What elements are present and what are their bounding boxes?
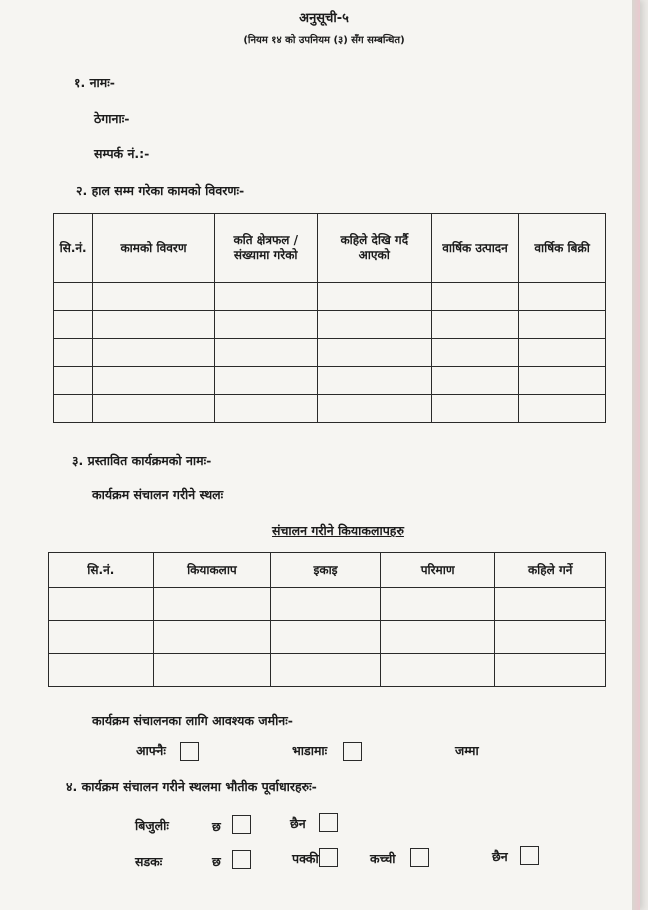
table-cell[interactable]: [214, 339, 317, 367]
table-cell[interactable]: [271, 588, 381, 621]
table-cell[interactable]: [54, 395, 93, 423]
table-cell[interactable]: [431, 339, 518, 367]
table-row: [54, 311, 606, 339]
table-cell[interactable]: [93, 311, 215, 339]
page-subtitle: (नियम १४ को उपनियम (३) सँग सम्बन्धित): [243, 35, 405, 46]
road-yes-label: छ: [212, 854, 221, 869]
electricity-yes-checkbox[interactable]: [232, 815, 251, 834]
land-required-label: कार्यक्रम संचालनका लागि आवश्यक जमीनः-: [92, 713, 293, 728]
col-header-work-description: कामको विवरण: [93, 214, 215, 283]
table-row: [49, 621, 606, 654]
table-cell[interactable]: [519, 283, 606, 311]
total-land-label: जम्मा: [455, 743, 479, 758]
table-cell[interactable]: [93, 367, 215, 395]
table-cell[interactable]: [49, 654, 154, 687]
program-location-label: कार्यक्रम संचालन गरीने स्थलः: [92, 487, 224, 502]
proposed-program-heading: ३. प्रस्तावित कार्यक्रमको नामः-: [72, 453, 212, 468]
table-cell[interactable]: [317, 395, 431, 423]
table-cell[interactable]: [54, 283, 93, 311]
table-row: [54, 395, 606, 423]
table-cell[interactable]: [49, 621, 154, 654]
table-cell[interactable]: [431, 395, 518, 423]
table-cell[interactable]: [93, 283, 215, 311]
table-cell[interactable]: [380, 588, 495, 621]
page-edge: [632, 0, 640, 910]
road-yes-checkbox[interactable]: [232, 850, 251, 869]
table-header-row: [49, 553, 606, 588]
address-label: ठेगानाः-: [94, 111, 130, 126]
table-cell[interactable]: [153, 654, 271, 687]
electricity-no-label: छैन: [290, 816, 306, 831]
col-header-serial: सि.नं.: [54, 214, 93, 283]
work-history-heading: २. हाल सम्म गरेका कामको विवरणः-: [76, 183, 245, 198]
table-cell[interactable]: [93, 395, 215, 423]
rented-land-checkbox[interactable]: [343, 742, 362, 761]
table-cell[interactable]: [214, 283, 317, 311]
table-cell[interactable]: [93, 339, 215, 367]
table-cell[interactable]: [214, 367, 317, 395]
road-paved-label: पक्की: [292, 851, 319, 866]
table-cell[interactable]: [317, 367, 431, 395]
table-cell[interactable]: [519, 311, 606, 339]
name-label: १. नामः-: [74, 75, 115, 90]
electricity-label: बिजुलीः: [135, 818, 169, 833]
road-label: सडकः: [135, 854, 163, 869]
table-cell[interactable]: [214, 395, 317, 423]
table-cell[interactable]: [317, 311, 431, 339]
table-cell[interactable]: [519, 395, 606, 423]
table-cell[interactable]: [153, 588, 271, 621]
col-header-unit: इकाइ: [271, 553, 381, 588]
table-cell[interactable]: [153, 621, 271, 654]
table-cell[interactable]: [54, 367, 93, 395]
activities-title: संचालन गरीने कियाकलापहरु: [272, 523, 404, 538]
table-cell[interactable]: [49, 588, 154, 621]
table-header-row: [54, 214, 606, 283]
table-cell[interactable]: [214, 311, 317, 339]
table-cell[interactable]: [495, 588, 606, 621]
contact-label: सम्पर्क नं.:-: [94, 146, 150, 161]
table-cell[interactable]: [519, 367, 606, 395]
table-cell[interactable]: [495, 654, 606, 687]
table-row: [49, 588, 606, 621]
col-header-annual-sales: वार्षिक बिक्री: [519, 214, 606, 283]
table-cell[interactable]: [431, 311, 518, 339]
table-row: [54, 283, 606, 311]
infrastructure-heading: ४. कार्यक्रम संचालन गरीने स्थलमा भौतीक पूर्वाधारहरुः-: [66, 779, 317, 794]
table-cell[interactable]: [495, 621, 606, 654]
road-no-checkbox[interactable]: [520, 846, 539, 865]
col-header-when: कहिले गर्ने: [495, 553, 606, 588]
table-cell[interactable]: [54, 311, 93, 339]
col-header-quantity: परिमाण: [380, 553, 495, 588]
table-cell[interactable]: [431, 283, 518, 311]
table-cell[interactable]: [380, 621, 495, 654]
work-history-table: [53, 213, 606, 423]
road-unpaved-label: कच्ची: [370, 851, 396, 866]
col-header-annual-production: वार्षिक उत्पादन: [431, 214, 518, 283]
table-row: [54, 367, 606, 395]
table-cell[interactable]: [380, 654, 495, 687]
road-paved-checkbox[interactable]: [319, 848, 338, 867]
table-cell[interactable]: [271, 654, 381, 687]
table-cell[interactable]: [54, 339, 93, 367]
table-cell[interactable]: [431, 367, 518, 395]
table-row: [54, 339, 606, 367]
road-unpaved-checkbox[interactable]: [410, 848, 429, 867]
table-cell[interactable]: [317, 283, 431, 311]
table-row: [49, 654, 606, 687]
electricity-no-checkbox[interactable]: [319, 813, 338, 832]
road-no-label: छैन: [492, 849, 508, 864]
col-header-area-quantity: कति क्षेत्रफल / संख्यामा गरेको: [214, 214, 317, 283]
table-cell[interactable]: [519, 339, 606, 367]
activities-table: [48, 552, 606, 687]
electricity-yes-label: छ: [212, 819, 221, 834]
col-header-serial: सि.नं.: [49, 553, 154, 588]
table-cell[interactable]: [271, 621, 381, 654]
table-cell[interactable]: [317, 339, 431, 367]
page-title: अनुसूची-५: [299, 11, 349, 26]
col-header-since-when: कहिले देखि गर्दै आएको: [317, 214, 431, 283]
rented-land-label: भाडामाः: [292, 743, 328, 758]
own-land-label: आफ्नैः: [136, 743, 166, 758]
own-land-checkbox[interactable]: [180, 742, 199, 761]
col-header-activity: कियाकलाप: [153, 553, 271, 588]
